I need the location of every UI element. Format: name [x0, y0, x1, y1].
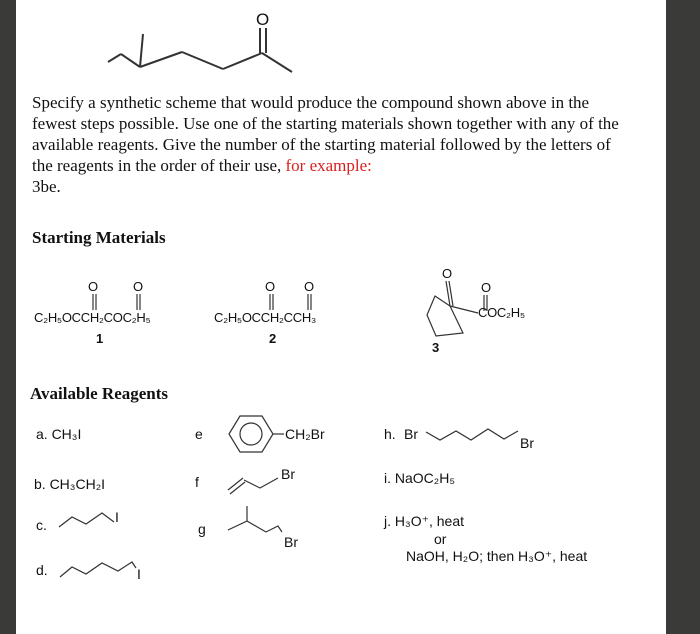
reagent-g-letter: g	[198, 521, 206, 537]
reagent-f-allyl-chain	[228, 478, 278, 494]
sm2-formula: C₂H₅OCCH₂CCH₃	[214, 310, 316, 325]
reagent-e-benzene-ring	[229, 416, 284, 452]
sm2-number: 2	[269, 331, 277, 346]
reagent-c-iodine: I	[115, 509, 119, 525]
sm1-formula: C₂H₅OCCH₂COC₂H₅	[34, 310, 151, 325]
target-skeleton	[108, 28, 292, 72]
reagent-b: b. CH₃CH₂I	[34, 476, 106, 492]
problem-sheet	[16, 0, 666, 634]
reagent-c-letter: c.	[36, 517, 47, 533]
reagent-h-bromine-right: Br	[520, 435, 534, 451]
sm1-number: 1	[96, 331, 104, 346]
available-reagents-title: Available Reagents	[30, 384, 169, 403]
example-answer: 3be.	[32, 177, 61, 196]
sm2-carbonyl-oxygen-2: O	[304, 279, 314, 294]
reagent-e-group: CH₂Br	[285, 426, 325, 442]
reagent-j-option-2: NaOH, H₂O; then H₃O⁺, heat	[406, 548, 588, 564]
reagent-f-bromine: Br	[281, 466, 295, 482]
reagent-g-chain	[228, 506, 282, 532]
reagent-h-chain	[426, 429, 518, 440]
reagent-i: i. NaOC₂H₅	[384, 470, 455, 486]
reagent-f-letter: f	[195, 474, 199, 490]
reagent-j-option-1: j. H₃O⁺, heat	[384, 513, 465, 529]
sm3-number: 3	[432, 340, 440, 355]
reagent-e-letter: e	[195, 426, 203, 442]
reagent-g-bromine: Br	[284, 534, 298, 550]
sm3-ester-oxygen: O	[481, 280, 491, 295]
reagent-d-iodine: I	[137, 566, 141, 582]
reagent-h-letter: h.	[384, 426, 396, 442]
reagent-h-bromine-left: Br	[404, 426, 418, 442]
sm2-carbonyl-oxygen-1: O	[265, 279, 275, 294]
reagent-d-chain	[60, 562, 136, 577]
sm1-carbonyl-oxygen-2: O	[133, 279, 143, 294]
question-text	[32, 92, 632, 197]
reagent-d-letter: d.	[36, 562, 48, 578]
sm1-carbonyl-oxygen-1: O	[88, 279, 98, 294]
sm3-ester-formula: COC₂H₅	[478, 305, 525, 320]
question-instructions: Specify a synthetic scheme that would produce the compound shown above in the fewest steps possible. Use one of the starting materials shown together with any of the available reagents. Give the number of the starting material followed by the letters of the reagents in the order of their use,	[32, 93, 619, 175]
target-carbonyl-oxygen: O	[256, 10, 270, 29]
sm3-ring-oxygen: O	[442, 266, 452, 281]
reagent-c-chain	[59, 513, 114, 527]
sm1-carbonyl-bonds	[93, 294, 140, 310]
starting-materials-title: Starting Materials	[32, 228, 166, 247]
example-label: for example:	[285, 156, 372, 175]
reagent-j-or: or	[434, 531, 447, 547]
reagent-a: a. CH₃I	[36, 426, 82, 442]
sm2-carbonyl-bonds	[270, 294, 311, 310]
